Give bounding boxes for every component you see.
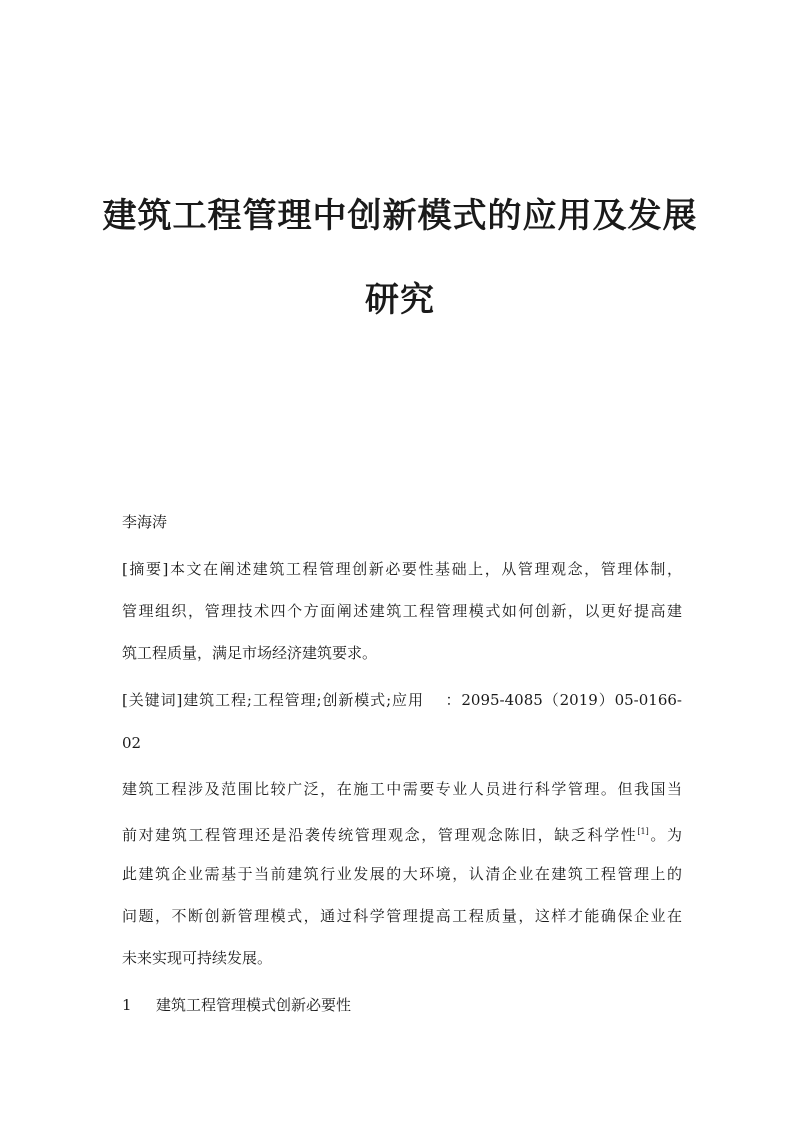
intro-line-3: 此建筑企业需基于当前建筑行业发展的大环境，认清企业在建筑工程管理上的 — [122, 865, 682, 883]
author-name: 李海涛 — [122, 513, 168, 531]
section-title: 建筑工程管理模式创新必要性 — [156, 996, 352, 1014]
abstract-line-2: 管理组织，管理技术四个方面阐述建筑工程管理模式如何创新，以更好提高建 — [122, 602, 682, 620]
intro-line-2-text: 前对建筑工程管理还是沿袭传统管理观念，管理观念陈旧，缺乏科学性 — [122, 826, 638, 844]
citation-ref: [1] — [637, 827, 649, 836]
intro-line-4: 问题，不断创新管理模式，通过科学管理提高工程质量，这样才能确保企业在 — [122, 907, 682, 925]
intro-line-5: 未来实现可持续发展。 — [122, 949, 273, 967]
keywords-line-2: 02 — [122, 734, 142, 752]
abstract-line-1: [摘要]本文在阐述建筑工程管理创新必要性基础上，从管理观念，管理体制， — [122, 560, 682, 578]
intro-line-1: 建筑工程涉及范围比较广泛，在施工中需要专业人员进行科学管理。但我国当 — [122, 780, 682, 798]
abstract-line-3: 筑工程质量，满足市场经济建筑要求。 — [122, 644, 378, 662]
section-number: 1 — [122, 996, 132, 1014]
title-line-2: 研究 — [365, 280, 435, 320]
intro-line-2-tail: 。为 — [648, 826, 682, 844]
keywords-line-1: [关键词]建筑工程;工程管理;创新模式;应用 ：2095-4085（2019）05-0166- — [122, 691, 682, 709]
title-line-1: 建筑工程管理中创新模式的应用及发展 — [102, 196, 698, 236]
intro-line-2 — [122, 822, 682, 845]
section-heading-1 — [122, 995, 682, 1015]
